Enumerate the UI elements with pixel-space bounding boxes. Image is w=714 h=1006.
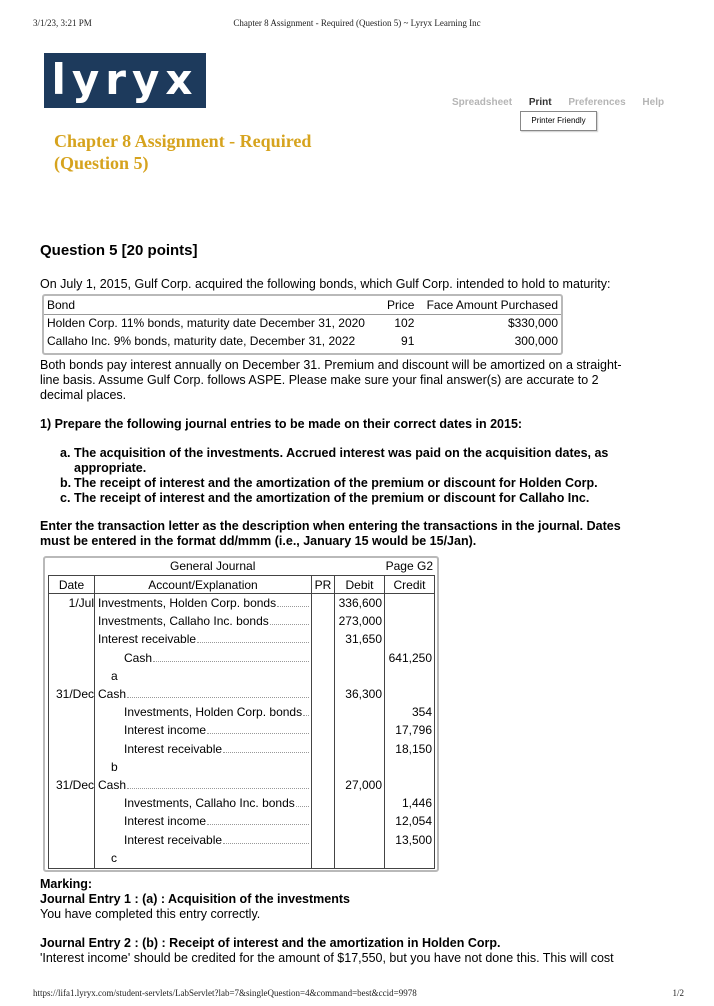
list-item [60,446,660,476]
entry-description: a [111,668,118,683]
question-intro: On July 1, 2015, Gulf Corp. acquired the following bonds, which Gulf Corp. intended to hold to maturity: [40,277,611,291]
paragraph-line: Both bonds pay interest annually on December 31. Premium and discount will be amortized on a straight- [40,358,622,372]
entry-date: 31/Dec [55,778,94,792]
header-date: Date [58,578,85,592]
table-row [44,314,561,332]
table-row [49,758,434,776]
entry-credit: 13,500 [395,832,432,847]
entry-account: Interest receivable [98,632,197,647]
dotted-leader [127,788,309,789]
table-row [49,721,434,739]
marking-je2-text: 'Interest income' should be credited for the amount of $17,550, but you have not done this. This will cost [40,951,614,965]
lyryx-logo-text: lyryx [51,55,199,104]
dotted-leader [296,806,309,807]
entry-account: Cash [98,778,127,792]
dotted-leader [277,606,309,607]
entry-credit: 641,250 [388,650,432,665]
journal-page: Page G2 [385,559,433,573]
marking-title: Marking: [40,877,93,891]
entry-account: Investments, Callaho Inc. bonds [124,796,295,811]
entry-credit: 1,446 [401,796,432,811]
header-debit: Debit [345,578,374,592]
table-row [49,776,434,794]
entry-credit: 18,150 [395,741,432,756]
lyryx-logo-mark [44,53,206,108]
general-journal [43,556,439,872]
chapter-title: Chapter 8 Assignment - Required (Question 5) [54,131,312,173]
list-item-text: appropriate. [74,461,147,475]
paragraph-line: decimal places. [40,388,127,402]
nav-spreadsheet[interactable]: Spreadsheet [452,97,513,108]
entry-account: Interest receivable [124,832,223,847]
dotted-leader [270,624,309,625]
bond-name: Holden Corp. 11% bonds, maturity date December 31, 2020 [47,316,365,331]
nav-print[interactable]: Print [528,97,552,108]
journal-title-bar [45,558,437,575]
table-row [49,794,434,812]
entry-debit: 31,650 [345,632,382,647]
bond-price: 102 [394,316,415,331]
list-item-text: The receipt of interest and the amortization of the premium or discount for Callaho Inc. [74,491,590,505]
paragraph-line: line basis. Assume Gulf Corp. follows ASPE. Please make sure your final answer(s) are accurate to 2 [40,373,599,387]
list-item-letter: a. [60,446,71,460]
header-credit: Credit [393,578,426,592]
entry-date: 1/Jul [68,596,94,610]
part1-heading: 1) Prepare the following journal entries to be made on their correct dates in 2015: [40,417,523,431]
list-item-text: The acquisition of the investments. Accrued interest was paid on the acquisition dates, as [74,446,609,460]
bond-face: 300,000 [514,334,558,348]
table-row [49,849,434,867]
table-row [49,685,434,703]
entry-account: Interest income [124,723,207,738]
list-item-letter: b. [60,476,72,490]
entry-debit: 336,600 [338,596,382,610]
entry-credit: 354 [411,705,432,720]
entry-debit: 273,000 [338,614,382,629]
entry-description: c [111,850,117,865]
instruction-line: must be entered in the format dd/mmm (i.e., January 15 would be 15/Jan). [40,534,477,548]
dotted-leader [303,715,309,716]
table-row [49,740,434,758]
list-item-text: The receipt of interest and the amortization of the premium or discount for Holden Corp. [74,476,598,490]
bond-price: 91 [401,334,415,348]
dotted-leader [127,697,309,698]
table-row [49,649,434,667]
dotted-leader [223,752,309,753]
marking-je1-title: Journal Entry 1 : (a) : Acquisition of the investments [40,892,350,906]
table-row [49,594,434,612]
list-item [60,476,660,491]
header-pr: PR [314,578,332,592]
journal-grid [48,575,435,869]
bond-header-bond: Bond [44,296,383,314]
print-page-title: Chapter 8 Assignment - Required (Question 5) ~ Lyryx Learning Inc [233,18,481,28]
task-list [60,446,660,506]
table-row [49,831,434,849]
entry-account: Cash [98,687,127,701]
nav-preferences[interactable]: Preferences [568,97,626,108]
table-row [49,667,434,685]
list-item [60,491,660,506]
bond-face: $330,000 [507,316,558,331]
entry-account: Interest income [124,814,207,829]
entry-account: Interest receivable [124,741,223,756]
marking-je1-text: You have completed this entry correctly. [40,907,261,921]
entry-account: Investments, Holden Corp. bonds [124,705,303,720]
table-row [49,612,434,630]
table-row [49,812,434,830]
question-paragraph [40,358,622,403]
bond-header-price: Price [383,296,418,314]
header-account: Account/Explanation [148,578,258,592]
bond-table [42,294,563,355]
journal-header-row [49,576,434,594]
journal-instructions [40,519,621,549]
dotted-leader [153,661,309,662]
entry-debit: 36,300 [345,687,382,701]
entry-debit: 27,000 [345,778,382,792]
print-datetime: 3/1/23, 3:21 PM [33,18,92,28]
journal-title: General Journal [170,559,256,573]
bond-header-face: Face Amount Purchased [417,296,561,314]
table-row [44,332,561,350]
top-nav [452,97,678,108]
lyryx-logo [44,53,206,108]
table-row [49,630,434,648]
entry-credit: 12,054 [395,814,432,829]
question-title: Question 5 [20 points] [40,242,198,259]
dotted-leader [207,733,309,734]
print-url: https://lifa1.lyryx.com/student-servlets/LabServlet?lab=7&singleQuestion=4&command=best&ccid=9978 [33,988,417,998]
table-row [49,703,434,721]
entry-account: Cash [124,650,153,665]
entry-account: Investments, Holden Corp. bonds [98,596,277,610]
dotted-leader [197,642,309,643]
print-page-number: 1/2 [672,988,684,998]
nav-help[interactable]: Help [642,97,665,108]
instruction-line: Enter the transaction letter as the description when entering the transactions in the journal. Dates [40,519,621,533]
dotted-leader [223,843,309,844]
dotted-leader [207,824,309,825]
entry-description: b [111,759,118,774]
marking-je2-title: Journal Entry 2 : (b) : Receipt of interest and the amortization in Holden Corp. [40,936,501,950]
printer-friendly-button[interactable]: Printer Friendly [520,111,597,131]
entry-credit: 17,796 [395,723,432,738]
bond-name: Callaho Inc. 9% bonds, maturity date, December 31, 2022 [47,334,356,348]
entry-date: 31/Dec [55,687,94,701]
entry-account: Investments, Callaho Inc. bonds [98,614,269,629]
list-item-letter: c. [60,491,71,505]
